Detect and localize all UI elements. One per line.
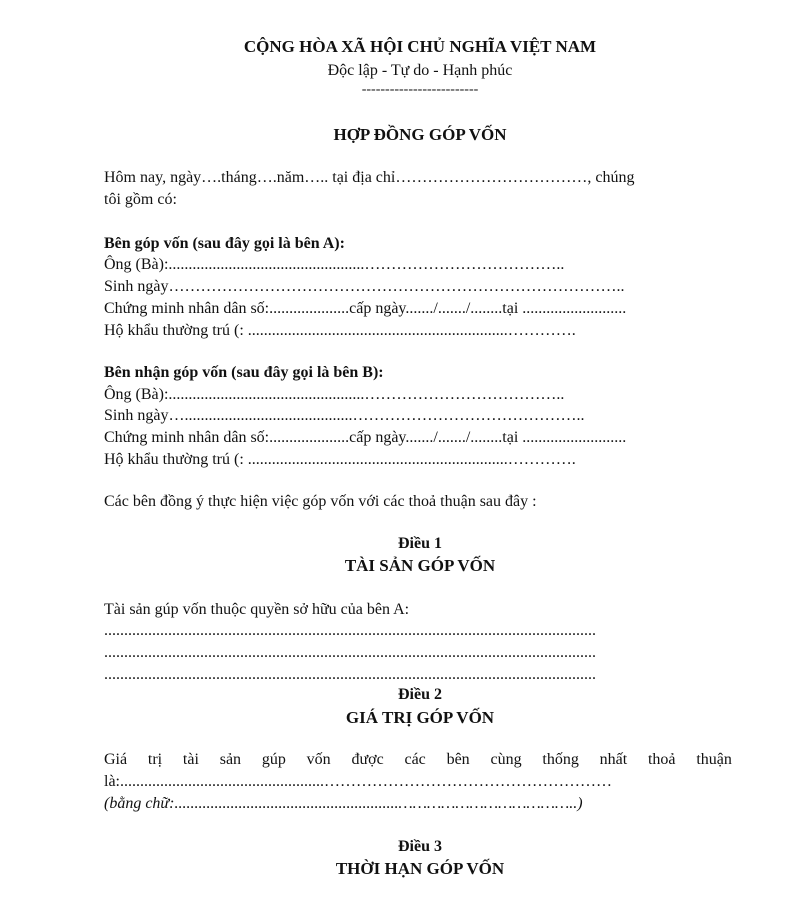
- article-2-word: Giá: [104, 751, 128, 768]
- party-b-id-field: Chứng minh nhân dân số:....................cấp ngày......./......./........tại ..........................: [104, 429, 627, 446]
- article-2-word: gúp: [261, 751, 286, 768]
- article-1-blank-line-2: ...........................................................................................................................: [104, 644, 596, 661]
- party-b-name-field: Ông (Bà):.................................................………………………………..: [104, 386, 565, 403]
- article-2-word: tài: [182, 751, 199, 768]
- article-2-number: Điều 2: [398, 686, 442, 703]
- party-a-dob-field: Sinh ngày…………………………………………………………………………..: [104, 278, 625, 295]
- party-a-name-field: Ông (Bà):.................................................………………………………..: [104, 256, 565, 273]
- article-1-text: Tài sản gúp vốn thuộc quyền sở hữu của bên A:: [104, 601, 410, 618]
- article-2-word: các: [404, 751, 426, 768]
- document-title: HỢP ĐỒNG GÓP VỐN: [333, 125, 507, 144]
- party-a-id-field: Chứng minh nhân dân số:....................cấp ngày......./......./........tại ..........................: [104, 300, 627, 317]
- article-2-title: GIÁ TRỊ GÓP VỐN: [345, 708, 495, 727]
- article-3-number: Điều 3: [398, 838, 442, 855]
- article-1-blank-line-1: ...........................................................................................................................: [104, 622, 596, 639]
- motto: Độc lập - Tự do - Hạnh phúc: [327, 62, 513, 79]
- article-2-word: cùng: [490, 751, 522, 768]
- article-2-value-field: là:...................................................………………………………………………: [104, 773, 612, 790]
- article-2-word: sản: [219, 751, 242, 768]
- article-2-words-field: (bằng chữ:........................................................………………………………..): [104, 795, 583, 812]
- intro-line-2: tôi gồm có:: [104, 191, 177, 208]
- party-a-heading: Bên góp vốn (sau đây gọi là bên A):: [104, 235, 345, 252]
- agreement-sentence: Các bên đồng ý thực hiện việc góp vốn với các thoả thuận sau đây :: [104, 493, 537, 510]
- article-2-word: thuận: [696, 751, 732, 768]
- party-a-address-field: Hộ khẩu thường trú (: .................................................................………….: [104, 322, 576, 339]
- article-2-word: thống: [542, 751, 579, 768]
- article-1-number: Điều 1: [398, 535, 442, 552]
- article-2-line-1: [104, 751, 732, 769]
- party-b-dob-field: Sinh ngày…..........................................……………………………………..: [104, 407, 585, 424]
- article-1-title: TÀI SẢN GÓP VỐN: [344, 556, 496, 575]
- article-2-word: được: [351, 751, 384, 768]
- article-1-blank-line-3: ...........................................................................................................................: [104, 666, 596, 683]
- article-2-word: vốn: [306, 751, 331, 768]
- article-3-title: THỜI HẠN GÓP VỐN: [335, 859, 505, 878]
- intro-line-1: Hôm nay, ngày….tháng….năm….. tại địa chỉ………………………………, chúng: [104, 169, 635, 186]
- party-b-heading: Bên nhận góp vốn (sau đây gọi là bên B):: [104, 364, 384, 381]
- article-2-word: nhất: [599, 751, 628, 768]
- article-2-word: thoả: [647, 751, 676, 768]
- header-separator: -------------------------: [361, 82, 479, 97]
- party-b-address-field: Hộ khẩu thường trú (: .................................................................………….: [104, 451, 576, 468]
- article-2-word: bên: [446, 751, 470, 768]
- article-2-word: trị: [147, 751, 163, 768]
- republic-heading: CỘNG HÒA XÃ HỘI CHỦ NGHĨA VIỆT NAM: [243, 37, 597, 56]
